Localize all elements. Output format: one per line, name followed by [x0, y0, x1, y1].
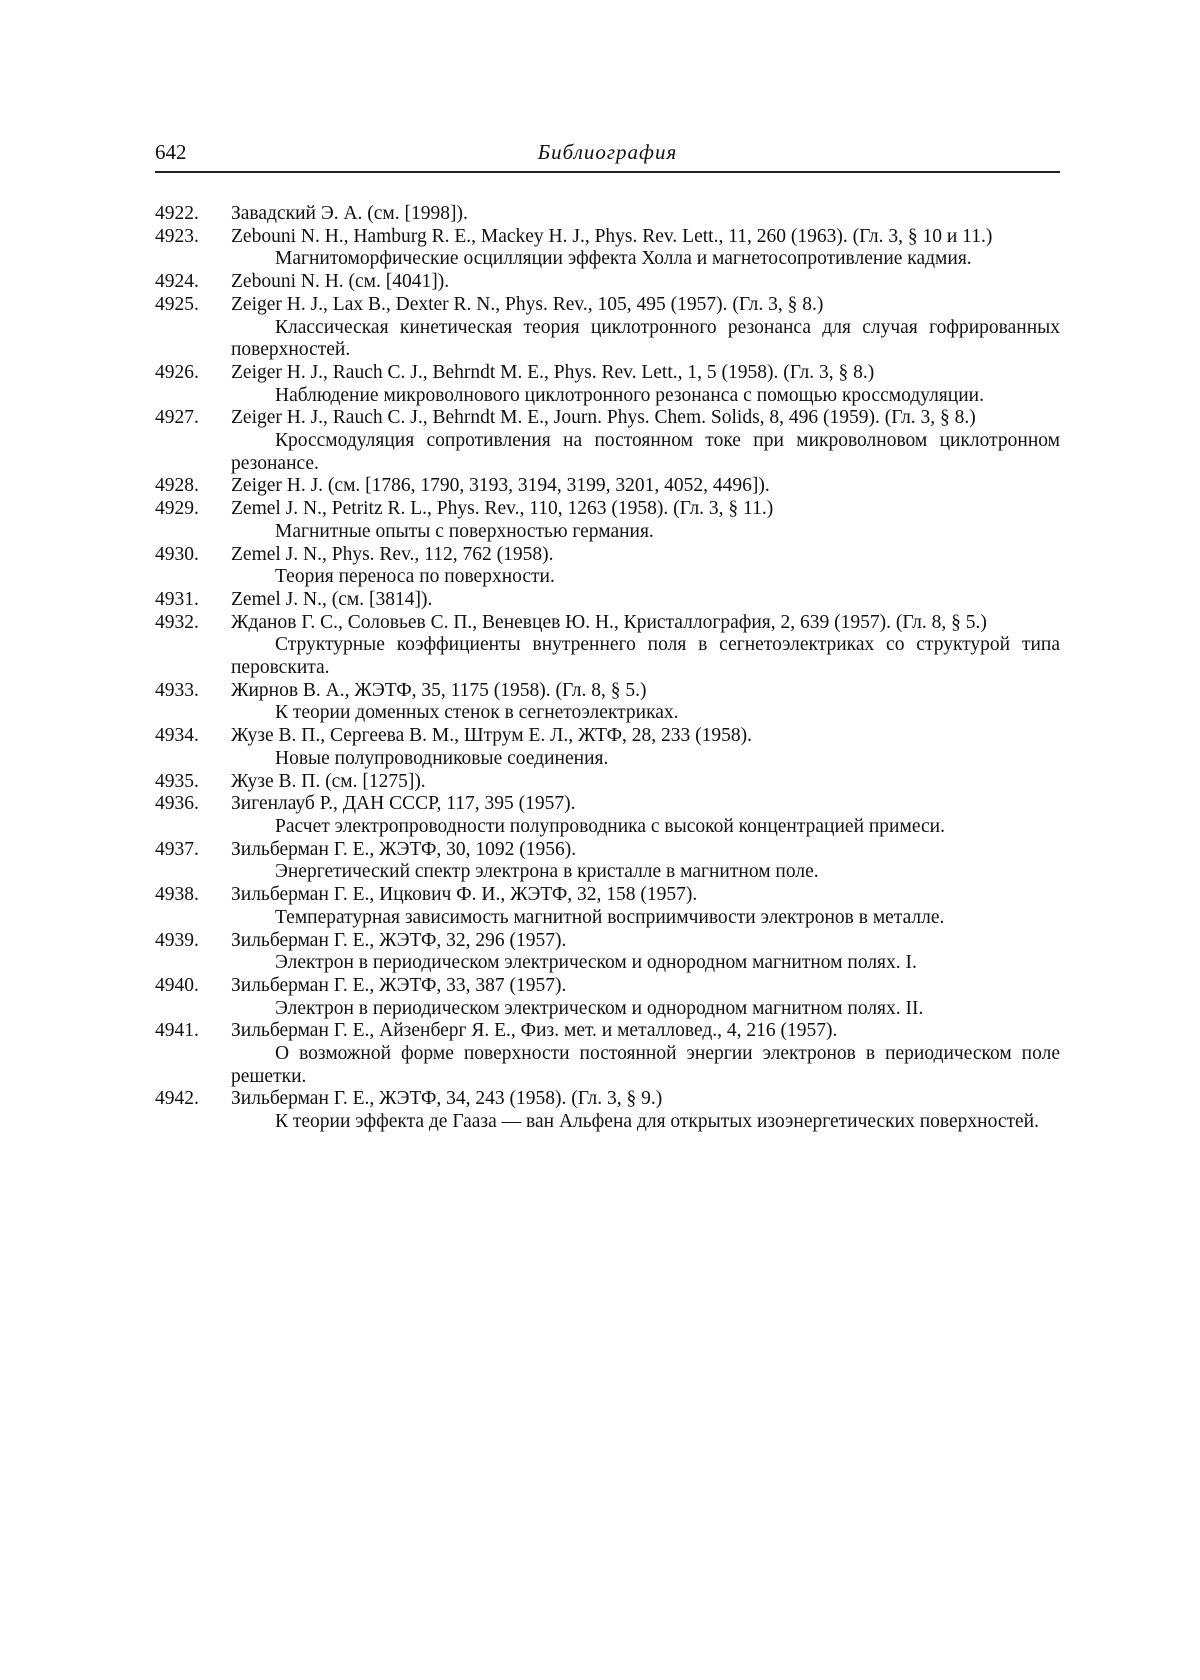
page-header: [155, 140, 1060, 170]
entry-annotation: Расчет электропроводности полупроводника с высокой концентрацией примеси.: [275, 815, 945, 837]
bibliography-entry: [155, 475, 1060, 498]
bibliography-entry: [155, 839, 1060, 884]
entry-reference: Zemel J. N., Petritz R. L., Phys. Rev., 110, 1263 (1958). (Гл. 3, § 11.): [231, 498, 774, 520]
running-title: Библиография: [537, 140, 678, 164]
bibliography-entry: [155, 1088, 1060, 1133]
entry-number: 4941.: [155, 1020, 199, 1042]
entry-number: 4922.: [155, 203, 199, 224]
entry-reference: Zeiger H. J., Rauch C. J., Behrndt M. E., Phys. Rev. Lett., 1, 5 (1958). (Гл. 3, § 8.): [231, 361, 875, 383]
bibliography-entry: [155, 407, 1060, 475]
entry-annotation: Структурные коэффициенты внутреннего поля в сегнетоэлектриках со структурой типа перовскита.: [231, 634, 1060, 679]
bibliography-entry: [155, 930, 1060, 975]
entry-reference: Жузе В. П., Сергеева В. М., Штрум Е. Л., ЖТФ, 28, 233 (1958).: [231, 725, 753, 747]
entry-number: 4932.: [155, 611, 199, 633]
entry-number: 4939.: [155, 929, 199, 951]
entry-reference: Зильберман Г. Е., ЖЭТФ, 32, 296 (1957).: [231, 929, 567, 951]
bibliography-entry: [155, 498, 1060, 543]
entry-number: 4936.: [155, 793, 199, 815]
entry-annotation: Теория переноса по поверхности.: [275, 566, 555, 588]
bibliography-entry: [155, 612, 1060, 680]
entry-number: 4934.: [155, 725, 199, 747]
entry-reference: Зильберман Г. Е., ЖЭТФ, 34, 243 (1958). (Гл. 3, § 9.): [231, 1088, 663, 1110]
entry-annotation: Электрон в периодическом электрическом и однородном магнитном полях. II.: [275, 997, 924, 1019]
entry-reference: Zebouni N. H., Hamburg R. E., Mackey H. J., Phys. Rev. Lett., 11, 260 (1963). (Гл. 3, § 10 и 11.): [231, 225, 993, 247]
entry-reference: Зильберман Г. Е., Айзенберг Я. Е., Физ. мет. и металловед., 4, 216 (1957).: [231, 1020, 838, 1042]
entry-annotation: Классическая кинетическая теория циклотронного резонанса для случая гофрированных поверхностей.: [231, 316, 1060, 361]
entry-annotation: К теории эффекта де Гааза — ван Альфена для открытых изоэнергетических поверхностей.: [275, 1111, 1039, 1133]
entry-annotation: Наблюдение микроволнового циклотронного резонанса с помощью кроссмодуляции.: [275, 384, 984, 406]
entry-annotation: Магнитоморфические осцилляции эффекта Холла и магнетосопротивление кадмия.: [275, 248, 972, 270]
entry-number: 4931.: [155, 588, 199, 610]
entry-annotation: Температурная зависимость магнитной восприимчивости электронов в металле.: [275, 906, 945, 928]
entry-reference: Жданов Г. С., Соловьев С. П., Веневцев Ю. Н., Кристаллография, 2, 639 (1957). (Гл. 8, § 5.): [231, 611, 987, 633]
bibliography-entry: [155, 203, 1060, 226]
entry-number: 4942.: [155, 1088, 199, 1110]
entry-number: 4926.: [155, 361, 199, 383]
entry-number: 4925.: [155, 293, 199, 315]
bibliography-entry: [155, 725, 1060, 770]
entry-number: 4933.: [155, 679, 199, 701]
bibliography-entry: [155, 884, 1060, 929]
entry-reference: Zeiger H. J., Lax B., Dexter R. N., Phys. Rev., 105, 495 (1957). (Гл. 3, § 8.): [231, 293, 824, 315]
entry-reference: Zemel J. N., Phys. Rev., 112, 762 (1958).: [231, 543, 554, 565]
entry-reference: Zebouni N. H. (см. [4041]).: [231, 271, 450, 293]
entry-annotation: Магнитные опыты с поверхностью германия.: [275, 520, 654, 542]
entry-reference: Zeiger H. J. (см. [1786, 1790, 3193, 3194, 3199, 3201, 4052, 4496]).: [231, 475, 770, 497]
bibliography-entry: [155, 771, 1060, 794]
entry-annotation: Электрон в периодическом электрическом и однородном магнитном полях. I.: [275, 952, 917, 974]
entry-number: 4924.: [155, 271, 199, 293]
entry-annotation: К теории доменных стенок в сегнетоэлектриках.: [275, 702, 679, 724]
bibliography-entry: [155, 589, 1060, 612]
bibliography-entry: [155, 1020, 1060, 1088]
entry-annotation: Новые полупроводниковые соединения.: [275, 747, 609, 769]
entry-reference: Зигенлауб Р., ДАН СССР, 117, 395 (1957).: [231, 793, 576, 815]
entry-annotation: Кроссмодуляция сопротивления на постоянном токе при микроволновом циклотронном резонансе.: [231, 430, 1060, 474]
bibliography-entry: [155, 271, 1060, 294]
entry-number: 4929.: [155, 498, 199, 520]
entry-number: 4930.: [155, 543, 199, 565]
page-number: 642: [155, 140, 187, 164]
entry-annotation: О возможной форме поверхности постоянной энергии электронов в периодическом поле решетки.: [231, 1043, 1060, 1087]
entry-reference: Zeiger H. J., Rauch C. J., Behrndt M. E., Journ. Phys. Chem. Solids, 8, 496 (1959). (Гл. 3, § 8.): [231, 407, 976, 429]
bibliography-entry: [155, 975, 1060, 1020]
bibliography-entry: [155, 793, 1060, 838]
entry-reference: Жирнов В. А., ЖЭТФ, 35, 1175 (1958). (Гл. 8, § 5.): [231, 679, 647, 701]
bibliography-entry: [155, 544, 1060, 589]
entry-reference: Завадский Э. А. (см. [1998]).: [231, 203, 468, 224]
entry-number: 4935.: [155, 770, 199, 792]
entry-number: 4938.: [155, 884, 199, 906]
entry-annotation: Энергетический спектр электрона в кристалле в магнитном поле.: [275, 861, 819, 883]
entry-reference: Зильберман Г. Е., ЖЭТФ, 30, 1092 (1956).: [231, 838, 577, 860]
entry-number: 4923.: [155, 225, 199, 247]
bibliography-entry: [155, 680, 1060, 725]
bibliography-entry: [155, 294, 1060, 362]
bibliography-entry: [155, 226, 1060, 271]
entry-reference: Зильберман Г. Е., ЖЭТФ, 33, 387 (1957).: [231, 974, 567, 996]
entry-reference: Zemel J. N., (см. [3814]).: [231, 588, 433, 610]
entry-reference: Зильберман Г. Е., Ицкович Ф. И., ЖЭТФ, 32, 158 (1957).: [231, 884, 698, 906]
header-rule: [155, 171, 1060, 173]
bibliography-entry: [155, 362, 1060, 407]
bibliography-list: [155, 203, 1060, 1134]
entry-reference: Жузе В. П. (см. [1275]).: [231, 770, 426, 792]
entry-number: 4927.: [155, 407, 199, 429]
entry-number: 4940.: [155, 974, 199, 996]
entry-number: 4937.: [155, 838, 199, 860]
entry-number: 4928.: [155, 475, 199, 497]
